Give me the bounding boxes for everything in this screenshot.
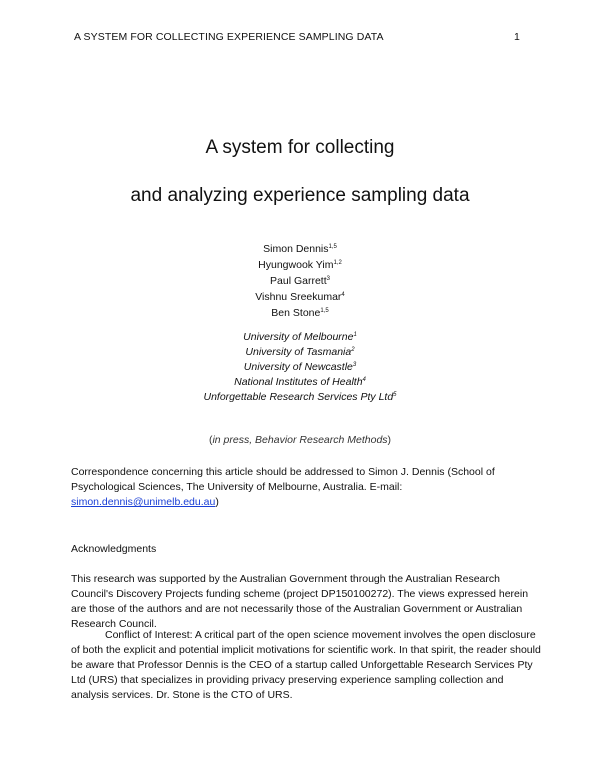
author-name: Vishnu Sreekumar — [255, 291, 342, 303]
email-link[interactable]: simon.dennis@unimelb.edu.au — [71, 496, 216, 508]
affiliation-name: University of Melbourne — [243, 331, 354, 343]
affiliation — [0, 390, 600, 405]
conflict-of-interest: Conflict of Interest: A critical part of the open science movement involves the open disclosure of both the explicit and potential implicit motivations for scientific work. In that spirit, the reader should be aware that Professor Dennis is the CEO of a startup called Unforgettable Research Services Pty Ltd (URS) that specializes in providing privacy preserving experience sampling collection and analysis services. Dr. Stone is the CTO of URS. — [71, 629, 541, 701]
affiliation — [0, 345, 600, 360]
affiliation-name: National Institutes of Health — [234, 376, 363, 388]
running-head: A SYSTEM FOR COLLECTING EXPERIENCE SAMPLING DATA — [74, 31, 384, 43]
affiliation-name: University of Tasmania — [245, 346, 352, 358]
affiliation-name: University of Newcastle — [243, 361, 353, 373]
acknowledgments-heading: Acknowledgments — [71, 543, 157, 555]
press-open-paren: ( — [208, 434, 213, 446]
author-affil-sup: 4 — [341, 292, 345, 298]
affiliation-name: Unforgettable Research Services Pty Ltd — [203, 391, 394, 403]
press-note: in press, Behavior Research Methods — [212, 434, 388, 446]
correspondence-close: ) — [215, 496, 219, 508]
author — [0, 257, 600, 273]
correspondence-paragraph — [71, 465, 541, 510]
affiliation-sup: 2 — [351, 347, 355, 353]
title-line-2: and analyzing experience sampling data — [130, 185, 470, 206]
author-name: Hyungwook Yim — [258, 259, 334, 271]
author-affil-sup: 1,5 — [328, 244, 337, 250]
acknowledgments-body: This research was supported by the Australian Government through the Australian Research Council's Discovery Projects funding scheme (project DP150100272). The views expressed herein are those of the authors and are not necessarily those of the Australian Government or Australian Research Council. — [71, 573, 529, 630]
author-affil-sup: 3 — [326, 276, 330, 282]
page-number: 1 — [514, 31, 520, 43]
author-name: Simon Dennis — [263, 243, 329, 255]
author — [0, 273, 600, 289]
affiliation — [0, 330, 600, 345]
affiliation-sup: 4 — [362, 377, 366, 383]
author-name: Ben Stone — [271, 307, 321, 319]
author-list — [0, 241, 600, 321]
author — [0, 289, 600, 305]
press-close-paren: ) — [387, 434, 392, 446]
affiliation-list — [0, 330, 600, 405]
affiliation — [0, 360, 600, 375]
affiliation-sup: 3 — [352, 362, 357, 368]
correspondence-text: Correspondence concerning this article should be addressed to Simon J. Dennis (School of Psychological Sciences, The University of Melbourne, Australia. E-mail: — [71, 466, 495, 493]
author-affil-sup: 1,2 — [333, 260, 342, 266]
author-name: Paul Garrett — [270, 275, 327, 287]
author — [0, 305, 600, 321]
author-affil-sup: 1,5 — [320, 308, 329, 314]
title-line-1: A system for collecting — [205, 137, 395, 158]
affiliation — [0, 375, 600, 390]
affiliation-sup: 5 — [393, 392, 397, 398]
affiliation-sup: 1 — [353, 332, 357, 338]
publication-status — [0, 434, 600, 446]
author — [0, 241, 600, 257]
